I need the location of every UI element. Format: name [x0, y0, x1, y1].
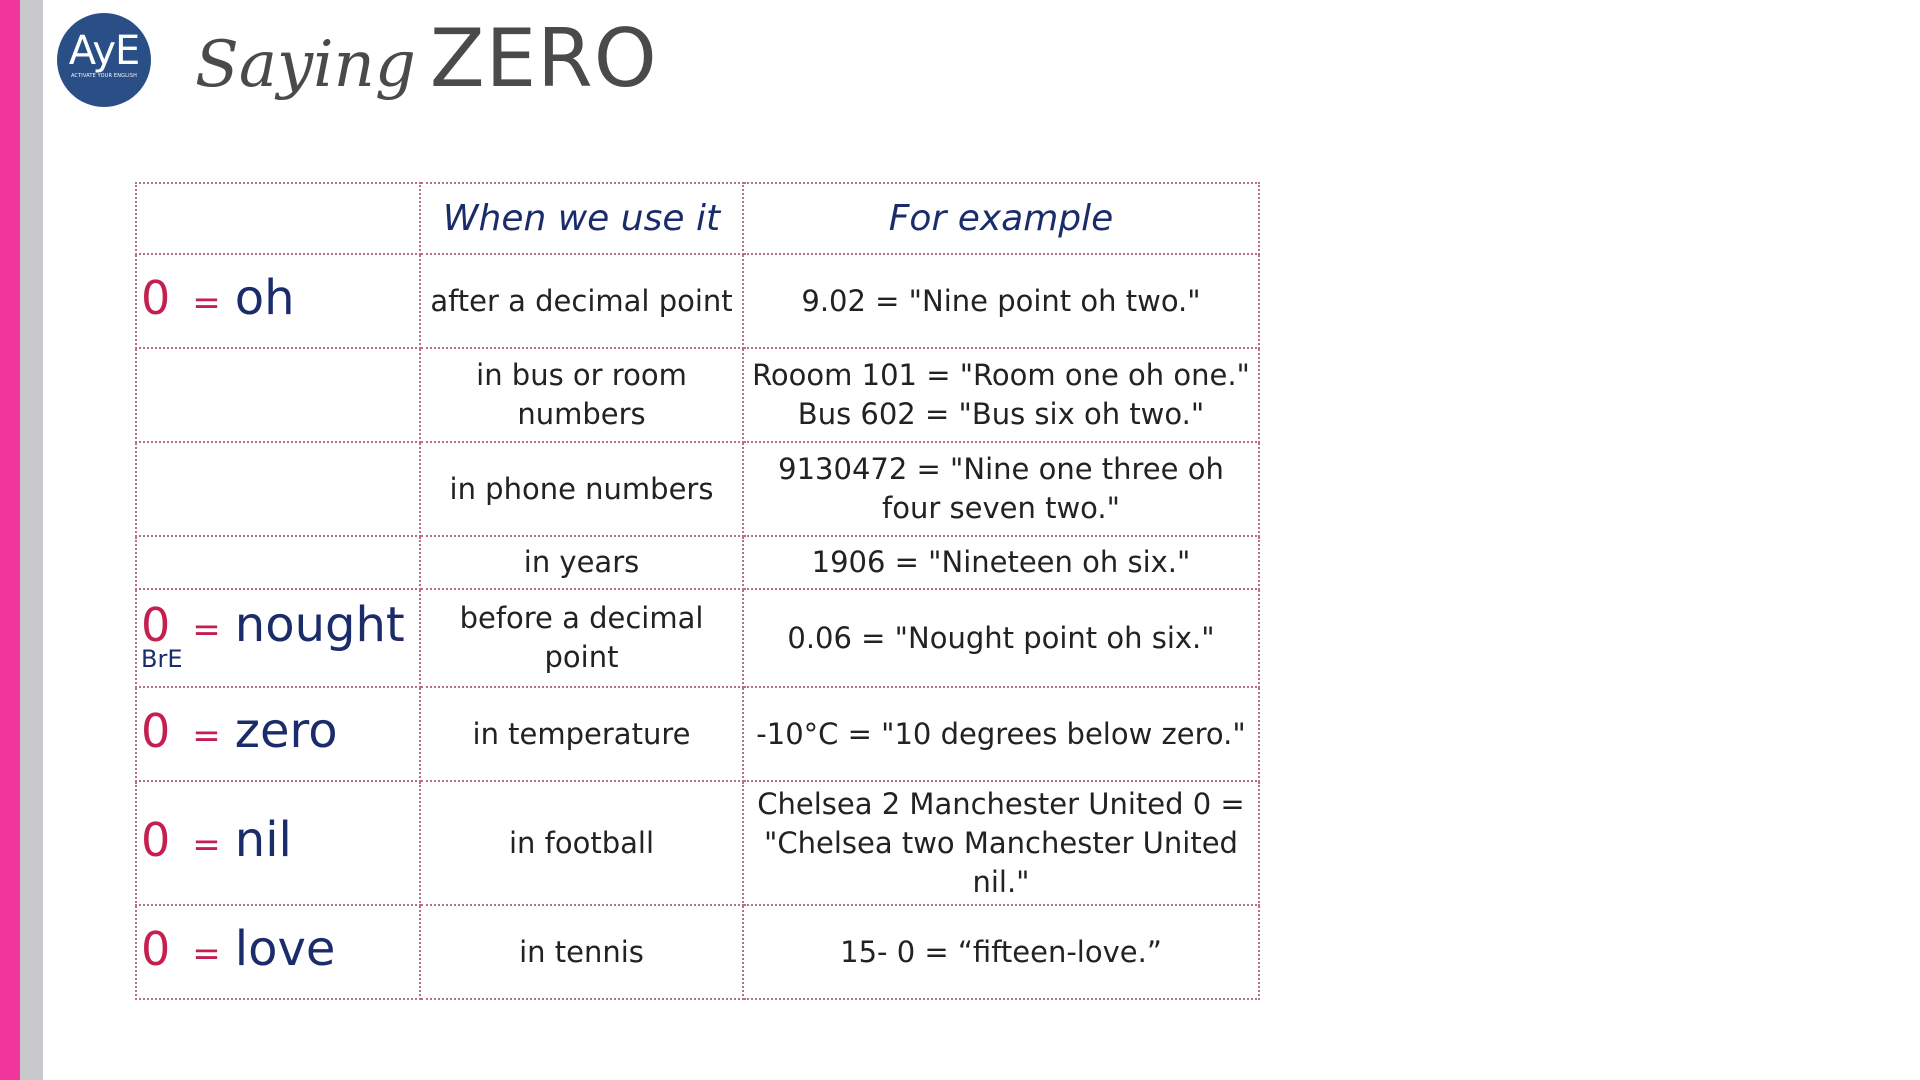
word-cell	[136, 348, 420, 442]
zero-term: oh	[234, 269, 295, 326]
title-caps: ZERO	[429, 12, 658, 105]
word-cell	[136, 442, 420, 536]
logo-tagline: ACTIVATE YOUR ENGLISH	[70, 73, 138, 79]
header-example: For example	[743, 183, 1259, 254]
example-cell: -10°C = "10 degrees below zero."	[743, 687, 1259, 781]
usage-cell: in temperature	[420, 687, 743, 781]
table-row	[136, 687, 1259, 781]
example-cell: 1906 = "Nineteen oh six."	[743, 536, 1259, 589]
usage-cell: after a decimal point	[420, 254, 743, 348]
page-title	[195, 12, 658, 105]
word-cell	[136, 687, 420, 781]
british-english-note: BrE	[141, 644, 183, 673]
left-pink-stripe	[0, 0, 20, 1080]
zero-symbol: 0	[141, 921, 171, 976]
table-header-row	[136, 183, 1259, 254]
equals-sign: =	[192, 933, 221, 974]
table-row	[136, 905, 1259, 999]
zero-symbol: 0	[141, 597, 171, 652]
word-cell	[136, 536, 420, 589]
example-cell: 9.02 = "Nine point oh two."	[743, 254, 1259, 348]
word-cell	[136, 589, 420, 687]
word-cell	[136, 781, 420, 905]
zero-term: nil	[234, 811, 292, 868]
zero-symbol: 0	[141, 812, 171, 867]
usage-cell: in tennis	[420, 905, 743, 999]
zero-symbol: 0	[141, 703, 171, 758]
left-grey-stripe	[20, 0, 43, 1080]
usage-cell: in football	[420, 781, 743, 905]
aye-logo	[57, 13, 151, 107]
example-cell: Rooom 101 = "Room one oh one." Bus 602 = "Bus six oh two."	[743, 348, 1259, 442]
table-row	[136, 781, 1259, 905]
title-script: Saying	[195, 28, 416, 102]
zero-term: nought	[234, 596, 405, 653]
table-row	[136, 348, 1259, 442]
zero-term: love	[234, 920, 336, 977]
usage-cell: in bus or room numbers	[420, 348, 743, 442]
table-row	[136, 254, 1259, 348]
header-when: When we use it	[420, 183, 743, 254]
equals-sign: =	[192, 824, 221, 865]
usage-cell: before a decimal point	[420, 589, 743, 687]
example-cell: 9130472 = "Nine one three oh four seven two."	[743, 442, 1259, 536]
zero-symbol: 0	[141, 270, 171, 325]
zero-usage-table	[135, 182, 1260, 1000]
word-cell	[136, 254, 420, 348]
example-cell: Chelsea 2 Manchester United 0 = "Chelsea two Manchester United nil."	[743, 781, 1259, 905]
table-row	[136, 589, 1259, 687]
zero-term: zero	[234, 702, 338, 759]
usage-cell: in years	[420, 536, 743, 589]
zero-usage-table-wrap	[135, 182, 1260, 1000]
table-row	[136, 442, 1259, 536]
example-cell: 15- 0 = “fifteen-love.”	[743, 905, 1259, 999]
equals-sign: =	[192, 282, 221, 323]
table-row	[136, 536, 1259, 589]
header-word	[136, 183, 420, 254]
example-cell: 0.06 = "Nought point oh six."	[743, 589, 1259, 687]
equals-sign: =	[192, 715, 221, 756]
logo-mark: AyE	[68, 28, 140, 74]
usage-cell: in phone numbers	[420, 442, 743, 536]
word-cell	[136, 905, 420, 999]
equals-sign: =	[192, 609, 221, 650]
